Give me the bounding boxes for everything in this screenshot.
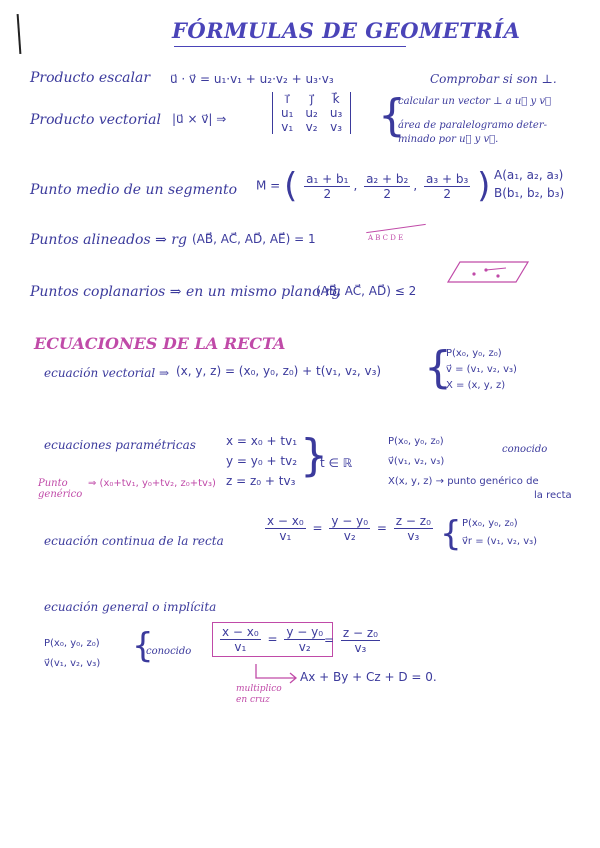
param-eq-side-3: X(x, y, z) → punto genérico de — [388, 476, 539, 487]
general-frac-z: $\frac{\text{z − z₀}}{\text{v₃}}$ — [342, 626, 378, 655]
determinant-table — [275, 92, 348, 134]
aligned-expr: (AB⃗, AC⃗, AD⃗, AE⃗) = 1 — [192, 232, 316, 246]
continuous-frac-z: $\frac{\text{z − z₀}}{\text{v₃}}$ — [395, 514, 431, 543]
section-title-lines: ECUACIONES DE LA RECTA — [34, 334, 286, 353]
aligned-label: Puntos alineados ⇒ rg — [30, 232, 187, 248]
param-eq-label: ecuaciones paramétricas — [44, 438, 196, 452]
vector-eq-expr: (x, y, z) = (x₀, y₀, z₀) + t(v₁, v₂, v₃) — [176, 364, 382, 378]
param-eq-brace: { — [300, 430, 328, 481]
midpoint-frac-z: $\frac{\text{a₃ + b₃}}{2}$ — [426, 171, 469, 201]
general-eq-point: P(x₀, y₀, z₀) — [44, 638, 100, 649]
vectorial-determinant — [272, 92, 351, 134]
det-cell: u₂ — [305, 106, 318, 120]
arrow-down-right-icon — [252, 664, 302, 686]
general-eq-label: ecuación general o implícita — [44, 600, 217, 614]
plane-sketch — [446, 258, 530, 286]
det-cell: j⃗ — [309, 92, 314, 106]
general-eq-vector: v⃗(v₁, v₂, v₃) — [44, 658, 101, 669]
vectorial-note-1: calcular un vector ⊥ a u⃗ y v⃗ — [398, 96, 551, 107]
det-cell: u₁ — [281, 106, 294, 120]
vectorial-note-3: minado por u⃗ y v⃗. — [398, 134, 499, 145]
margin-stroke — [17, 14, 22, 54]
general-eq-known: conocido — [146, 646, 192, 657]
param-eq-side-1: P(x₀, y₀, z₀) — [388, 436, 444, 447]
general-eq-third: = $\frac{\text{z − z₀}}{\text{v₃}}$ — [324, 626, 378, 655]
continuous-eq-side-2: v⃗r = (v₁, v₂, v₃) — [462, 536, 538, 547]
param-eq-z: z = z₀ + tv₃ — [226, 474, 296, 488]
vectorial-lhs: |u⃗ × v⃗| ⇒ — [172, 112, 227, 126]
midpoint-m: M = — [256, 178, 281, 193]
param-eq-generic-expr: ⇒ (x₀+tv₁, y₀+tv₂, z₀+tv₃) — [88, 478, 216, 489]
det-cell: v₂ — [305, 120, 318, 134]
param-eq-side-extra: la recta — [534, 490, 572, 501]
general-eq-box: $\frac{\text{x − x₀}}{\text{v₁}}$ = $\frac{\text{y − y₀}}{\text{v₂}}$ — [212, 622, 333, 657]
title-underline — [174, 46, 406, 47]
midpoint-frac-x: $\frac{\text{a₁ + b₁}}{2}$ — [306, 171, 349, 201]
vector-eq-side-1: P(x₀, y₀, z₀) — [446, 348, 502, 359]
det-cell: u₃ — [329, 106, 343, 120]
vectorial-note-2: área de paralelogramo deter- — [398, 120, 547, 131]
coplanar-label: Puntos coplanarios ⇒ en un mismo plano rg — [30, 284, 341, 300]
coplanar-expr: (AB⃗, AC⃗, AD⃗) ≤ 2 — [316, 284, 417, 298]
vector-eq-side-2: v⃗ = (v₁, v₂, v₃) — [446, 364, 517, 375]
det-cell: k⃗ — [332, 92, 340, 106]
vectorial-brace: { — [378, 90, 406, 141]
vector-eq-label: ecuación vectorial ⇒ — [44, 366, 170, 380]
vector-eq-brace: { — [424, 342, 452, 393]
general-frac-y: $\frac{\text{y − y₀}}{\text{v₂}}$ — [286, 625, 324, 654]
param-eq-side-2: v⃗(v₁, v₂, v₃) — [388, 456, 445, 467]
continuous-eq-expr: $\frac{\text{x − x₀}}{\text{v₁}}$ = $\frac{\text{y − y₀}}{\text{v₂}}$ = $\frac{\text{z − z₀}}{\text{v₃}}$ — [267, 514, 431, 543]
param-eq-domain: t ∈ ℝ — [320, 456, 353, 470]
det-row — [275, 92, 348, 106]
det-row — [275, 106, 348, 120]
midpoint-point-b: B(b₁, b₂, b₃) — [494, 186, 565, 200]
midpoint-frac-y: $\frac{\text{a₂ + b₂}}{2}$ — [366, 171, 409, 201]
det-row — [275, 120, 348, 134]
general-frac-x: $\frac{\text{x − x₀}}{\text{v₁}}$ — [222, 625, 259, 654]
continuous-eq-label: ecuación continua de la recta — [44, 534, 224, 548]
continuous-frac-x: $\frac{\text{x − x₀}}{\text{v₁}}$ — [267, 514, 304, 543]
continuous-frac-y: $\frac{\text{y − y₀}}{\text{v₂}}$ — [331, 514, 369, 543]
param-eq-y: y = y₀ + tv₂ — [226, 454, 297, 468]
midpoint-label: Punto medio de un segmento — [30, 182, 238, 198]
midpoint-expr: M = ( $\frac{\text{a₁ + b₁}}{2}$ , $\frac{\text{a₂ + b₂}}{2}$ , $\frac{\text{a₃ + b₃}}{2}$ ) — [256, 166, 491, 206]
vectorial-label: Producto vectorial — [30, 112, 161, 128]
param-eq-generic-label: Punto genérico — [38, 478, 83, 500]
aligned-sketch-line — [366, 224, 426, 233]
param-eq-known: conocido — [502, 444, 548, 455]
general-eq-brace: { — [132, 626, 154, 666]
det-cell: i⃗ — [285, 92, 289, 106]
param-eq-x: x = x₀ + tv₁ — [226, 434, 297, 448]
scalar-label: Producto escalar — [30, 70, 151, 86]
general-eq-note: multiplico en cruz — [236, 684, 282, 705]
general-eq-result: Ax + By + Cz + D = 0. — [300, 670, 437, 684]
vector-eq-side-3: X = (x, y, z) — [446, 380, 506, 391]
det-cell: v₁ — [281, 120, 294, 134]
page-title: FÓRMULAS DE GEOMETRÍA — [172, 18, 521, 43]
continuous-eq-side-1: P(x₀, y₀, z₀) — [462, 518, 518, 529]
midpoint-point-a: A(a₁, a₂, a₃) — [494, 168, 564, 182]
scalar-note: Comprobar si son ⊥. — [430, 72, 557, 86]
continuous-eq-brace: { — [440, 514, 462, 554]
det-cell: v₃ — [330, 120, 343, 134]
scalar-formula: u⃗ · v⃗ = u₁·v₁ + u₂·v₂ + u₃·v₃ — [170, 72, 334, 86]
aligned-sketch-letters: A B C D E — [368, 234, 404, 242]
